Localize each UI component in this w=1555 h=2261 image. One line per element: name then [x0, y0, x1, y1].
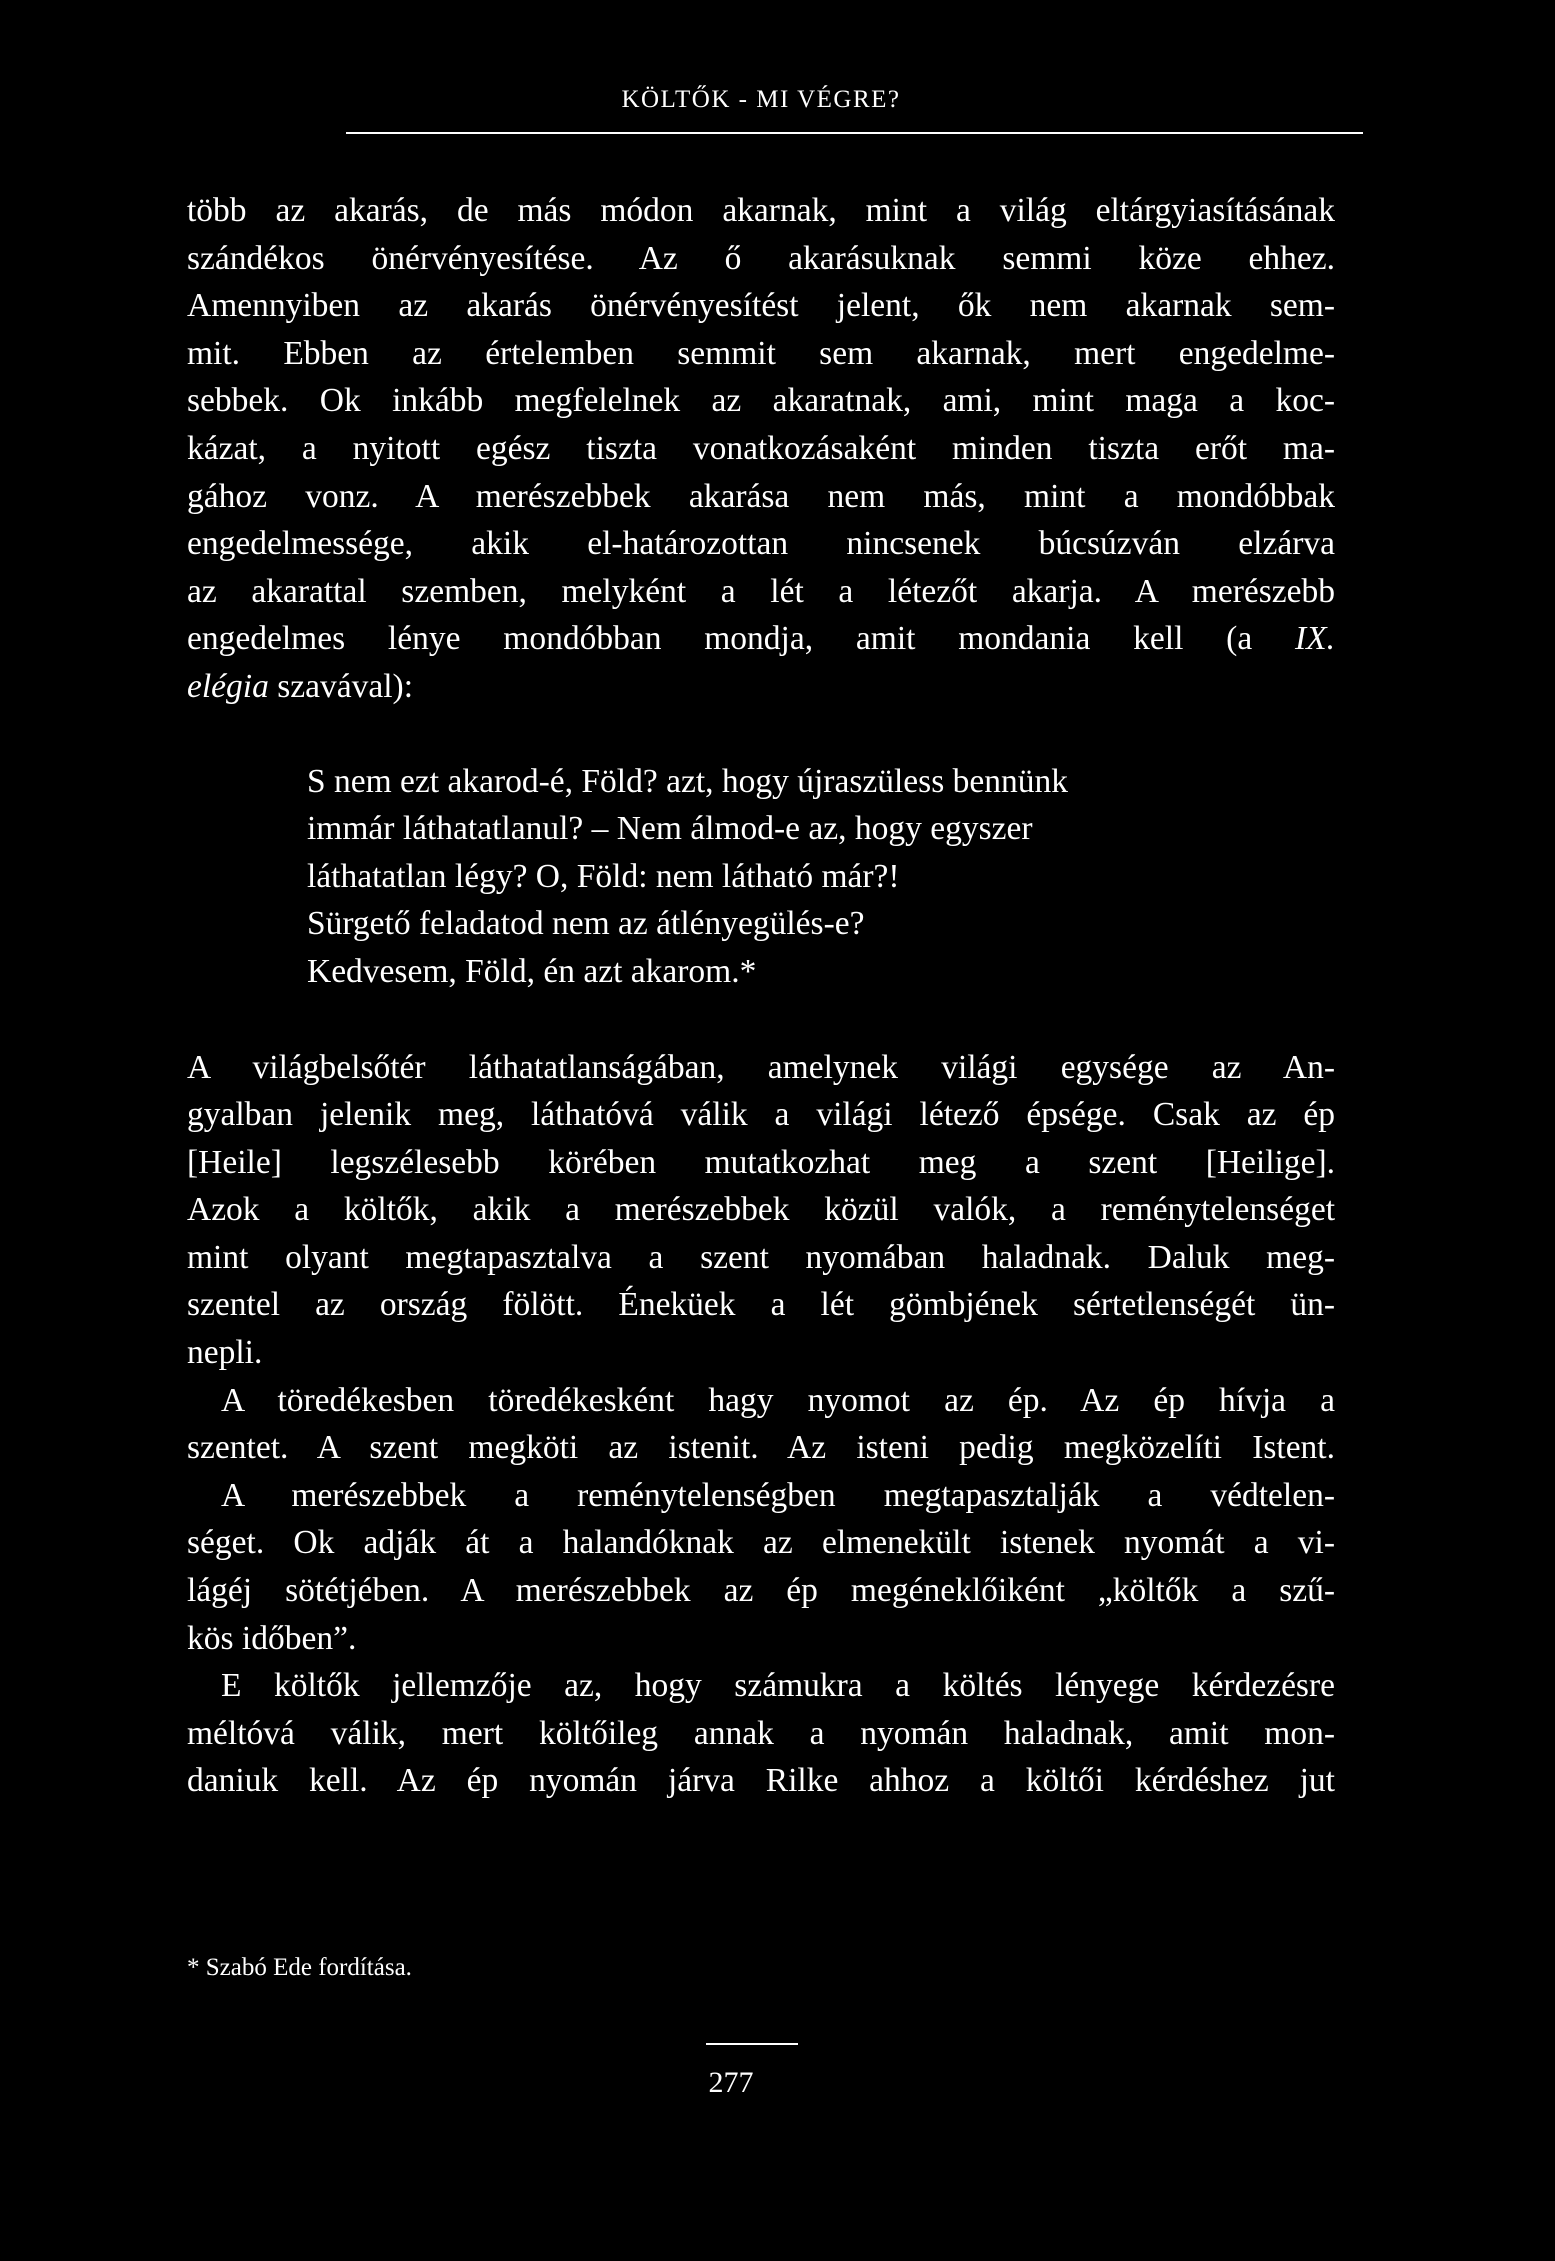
text-line: kös időben”. — [187, 1619, 357, 1657]
elegy-number: IX. — [1295, 620, 1336, 658]
page-number-text: 277 — [708, 2066, 754, 2099]
text-line: engedelmes lénye mondóbban mondja, amit mondania kell (a — [187, 620, 1253, 658]
elegy-word: elégia — [187, 667, 269, 705]
text-line: gyalban jelenik meg, láthatóvá válik a világi létező épsége. Csak az ép — [187, 1096, 1335, 1134]
paragraph-3 — [187, 1377, 1335, 1472]
text-line: A merészebbek a reménytelenségben megtapasztalják a védtelen- — [221, 1476, 1335, 1514]
text-line: mint olyant megtapasztalva a szent nyomában haladnak. Daluk meg- — [187, 1238, 1335, 1276]
text-line: kázat, a nyitott egész tiszta vonatkozásaként minden tiszta erőt ma- — [187, 429, 1335, 467]
paragraph-5 — [187, 1662, 1335, 1805]
text-line-tail: szavával): — [268, 667, 414, 705]
header-rule — [346, 132, 1363, 134]
text-line: E költők jellemzője az, hogy számukra a költés lényege kérdezésre — [221, 1667, 1335, 1705]
verse-line: S nem ezt akarod-é, Föld? azt, hogy újraszüless bennünk — [307, 762, 1068, 800]
text-line: szentel az ország fölött. Éneküek a lét gömbjének sértetlenségét ün- — [187, 1286, 1335, 1324]
verse-quotation — [307, 758, 1335, 996]
running-head: KÖLTŐK - MI VÉGRE? — [621, 86, 901, 113]
verse-line: Sürgető feladatod nem az átlényegülés-e? — [307, 905, 865, 943]
text-line: A világbelsőtér láthatatlanságában, amelynek világi egysége az An- — [187, 1048, 1335, 1086]
text-line: mit. Ebben az értelemben semmit sem akarnak, mert engedelme- — [187, 334, 1335, 372]
verse-line: Kedvesem, Föld, én azt akarom.* — [307, 952, 757, 990]
paragraph-4 — [187, 1472, 1335, 1662]
text-line: gához vonz. A merészebbek akarása nem más, mint a mondóbbak — [187, 477, 1335, 515]
text-line: szentet. A szent megköti az istenit. Az isteni pedig megközelíti Istent. — [187, 1429, 1335, 1467]
text-line: [Heile] legszélesebb körében mutatkozhat meg a szent [Heilige]. — [187, 1143, 1335, 1181]
text-line: nepli. — [187, 1334, 263, 1372]
text-line: engedelmessége, akik el-határozottan nincsenek búcsúzván elzárva — [187, 525, 1335, 563]
paragraph-1 — [187, 187, 1335, 711]
text-line: Azok a költők, akik a merészebbek közül valók, a reménytelenséget — [187, 1191, 1335, 1229]
text-line: Amennyiben az akarás önérvényesítést jelent, ők nem akarnak sem- — [187, 287, 1335, 325]
footnote: * Szabó Ede fordítása. — [187, 1954, 412, 1981]
page-number — [187, 2066, 1335, 2100]
text-line-with-reference — [187, 615, 1335, 663]
text-line: A töredékesben töredékesként hagy nyomot az ép. Az ép hívja a — [221, 1381, 1335, 1419]
text-line: sebbek. Ok inkább megfelelnek az akaratnak, ami, mint maga a koc- — [187, 382, 1335, 420]
text-line: lágéj sötétjében. A merészebbek az ép megéneklőiként „költők a szű- — [187, 1572, 1335, 1610]
verse-line: láthatatlan légy? O, Föld: nem látható már?! — [307, 857, 900, 895]
page-number-rule — [706, 2043, 798, 2045]
body-text — [187, 187, 1335, 1805]
text-line: daniuk kell. Az ép nyomán járva Rilke ahhoz a költői kérdéshez jut — [187, 1762, 1335, 1800]
paragraph-2 — [187, 1044, 1335, 1377]
text-line-last — [187, 663, 1335, 711]
verse-line: immár láthatatlanul? – Nem álmod-e az, hogy egyszer — [307, 810, 1033, 848]
book-page — [187, 0, 1335, 2261]
text-line: az akarattal szemben, melyként a lét a létezőt akarja. A merészebb — [187, 572, 1335, 610]
text-line: séget. Ok adják át a halandóknak az elmenekült istenek nyomát a vi- — [187, 1524, 1335, 1562]
text-line: több az akarás, de más módon akarnak, mint a világ eltárgyiasításának — [187, 192, 1335, 229]
text-line: szándékos önérvényesítése. Az ő akarásuknak semmi köze ehhez. — [187, 239, 1335, 277]
text-line: méltóvá válik, mert költőileg annak a nyomán haladnak, amit mon- — [187, 1714, 1335, 1752]
